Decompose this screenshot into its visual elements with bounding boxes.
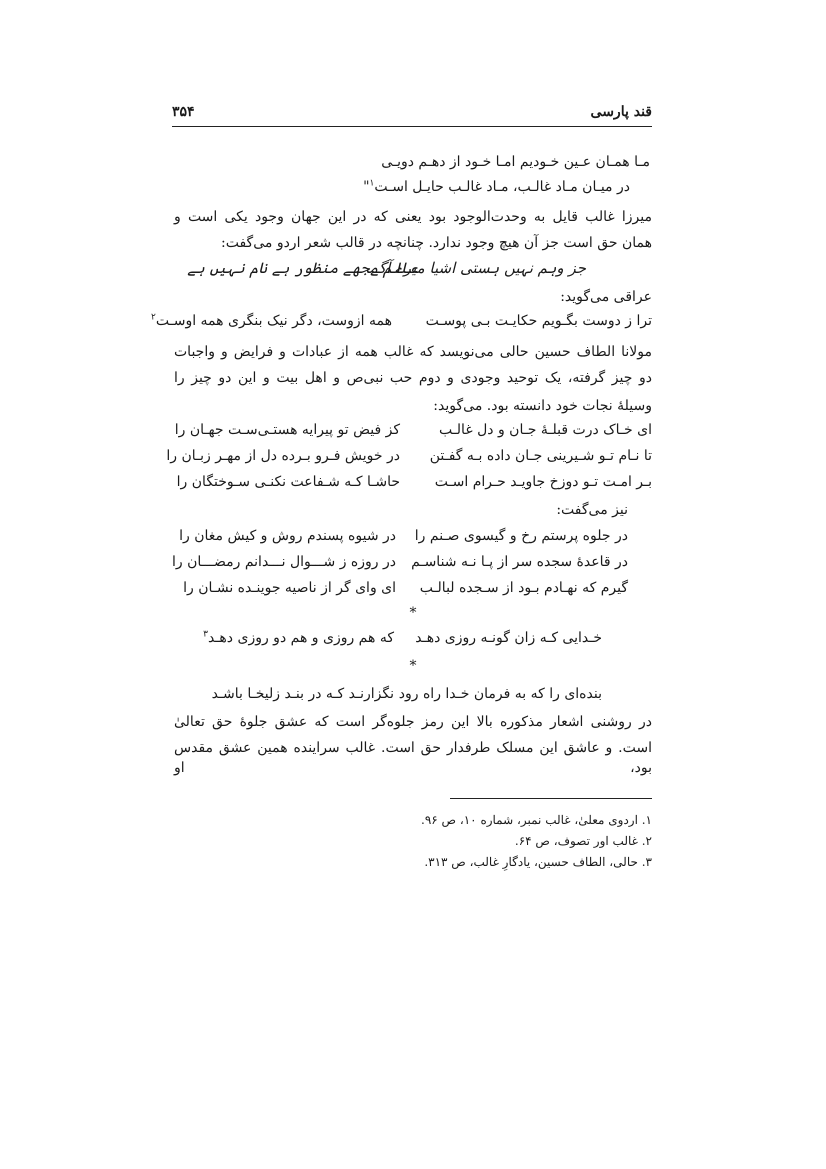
urdu-hemistich: عالم مجھے منظور ہے نام نہیں ہے [187, 259, 418, 277]
hemistich-left [151, 311, 392, 331]
section-separator: * [409, 658, 417, 674]
hemistich-right: ترا ز دوست بگـویم حکایـت بـی پوسـت [425, 313, 652, 329]
hemistich-right: ای خـاک درت قبلـهٔ جـان و دل غالـب [438, 422, 652, 438]
hemistich-right: خـدایی کـه زان گونـه روزی دهـد [415, 630, 602, 646]
footnote: ۱. اردوی معلیٰ، غالب نمبر، شماره ۱۰، ص ۹۶. [421, 813, 652, 827]
footnote: ۲. غالب اور تصوف، ص ۶۴. [514, 834, 652, 848]
paragraph-line: وسیلهٔ نجات خود دانسته بود. می‌گوید: [433, 398, 652, 414]
hemistich-right: بـر امـت تـو دوزخ جاویـد حـرام اسـت [434, 474, 652, 490]
urdu-hemistich: جز وہم نہیں ہستی اشیا میرے آگے [370, 259, 586, 277]
paragraph-line: است. و عاشق این مسلک طرفدار حق است. غالب سراینده همین عشق مقدس بود، او [174, 740, 652, 776]
verse-text: در میـان مـاد غالـب، مـاد غالـب حایـل اسـت [374, 179, 630, 195]
hemistich-left: حاشـا کـه شـفاعت نکنـی سـوختگان را [176, 474, 400, 490]
paragraph-line: نیز می‌گفت: [556, 502, 628, 518]
paragraph-line: دو چیز گرفته، یک توحید وجودی و دوم حب نبی‌ص و اهل بیت و این دو چیز را [174, 370, 652, 386]
hemistich-left: نگزارنـد کـه در بنـد زلیخـا باشـد [211, 686, 394, 702]
footnote-marker: ۱ [369, 178, 375, 189]
hemistich-left: در خویش فـرو بـرده دل از مهـر زبـان را [166, 448, 400, 464]
footnote: ۳. حالی، الطاف حسین، یادگارِ غالب، ص ۳۱۳. [424, 855, 652, 869]
footnote-marker: ۳ [203, 629, 208, 640]
verse-line [363, 177, 630, 197]
closing-quote: " [363, 179, 370, 195]
section-separator: * [409, 605, 417, 621]
paragraph-line: همان حق است جز آن هیچ وجود ندارد. چنانچه در قالب شعر اردو می‌گفت: [220, 235, 652, 251]
hemistich-right: تا نـام تـو شـیرینی جـان داده بـه گفـتن [429, 448, 652, 464]
hemistich-left: در شیوه پسندم روش و کیش مغان را [179, 528, 396, 544]
header-rule [172, 126, 652, 127]
footnote-marker: ۲ [151, 312, 156, 323]
page-number: ۳۵۴ [172, 104, 195, 120]
hemistich-right: در قاعدهٔ سجده سر از پـا نـه شناسـم [411, 554, 628, 570]
paragraph-line: میرزا غالب قایل به وحدت‌الوجود بود یعنی که در این جهان وجود یکی است و [174, 209, 652, 225]
verse-text: مـا همـان عـین خـودیم امـا خـود از دهـم دویـی [381, 154, 650, 170]
hemistich-right: در جلوه پرستم رخ و گیسوی صـنم را [414, 528, 628, 544]
verse-text: همه ازوست، دگر نیک بنگری همه اوسـت [155, 313, 392, 329]
paragraph-line: عراقی می‌گوید: [560, 289, 652, 305]
verse-line [381, 152, 650, 172]
paragraph-line: در روشنی اشعار مذکوره بالا این رمز جلوه‌گر است که عشق جلوهٔ حق تعالیٰ [174, 714, 652, 730]
hemistich-left: ای وای گر از ناصیه جوینـده نشـان را [183, 580, 396, 596]
hemistich-left: در روزه ز شـــوال نـــدانم رمضـــان را [172, 554, 396, 570]
running-header-title: قند پارسی [590, 104, 652, 120]
verse-text: که هم روزی و هم دو روزی دهـد [207, 630, 394, 646]
hemistich-left [203, 628, 394, 648]
hemistich-right: بنده‌ای را که به فرمان خـدا راه رود [398, 686, 602, 702]
footnote-rule [450, 798, 652, 799]
paragraph-line: مولانا الطاف حسین حالی می‌نویسد که غالب همه از عبادات و فرایض و واجبات [174, 344, 652, 360]
hemistich-left: کز فیض تو پیرایه هستـی‌سـت جهـان را [174, 422, 400, 438]
hemistich-right: گیرم که نهـادم بـود از سـجده لبالـب [419, 580, 628, 596]
